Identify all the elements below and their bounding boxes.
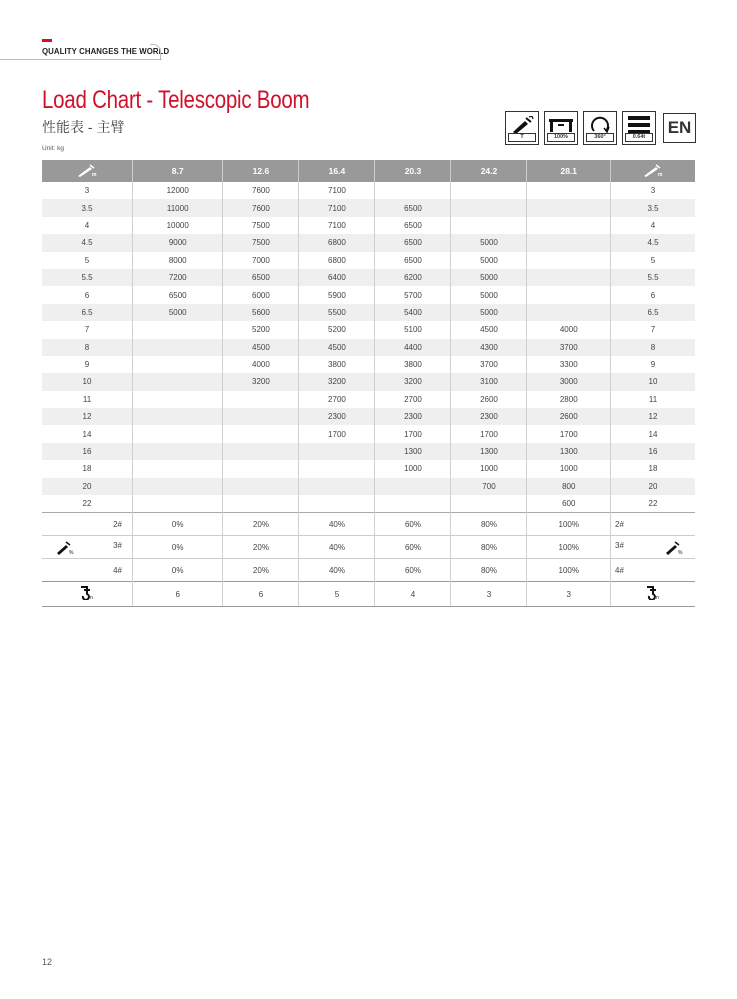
load-cell: 4500 (451, 321, 527, 338)
table-row (42, 234, 695, 251)
load-cell: 1300 (527, 443, 611, 460)
radius-cell: 11 (42, 391, 133, 408)
load-cell (527, 304, 611, 321)
load-cell (133, 391, 223, 408)
load-cell: 1700 (451, 425, 527, 442)
table-row (42, 269, 695, 286)
brand-underline (0, 59, 162, 60)
radius-cell: 3 (650, 186, 656, 196)
table-row (42, 443, 695, 460)
radius-cell: 5.5 (611, 269, 696, 286)
load-cell (223, 443, 299, 460)
svg-text:m: m (92, 172, 97, 177)
load-cell (133, 443, 223, 460)
extension-cell: 100% (527, 513, 611, 536)
radius-cell: 18 (42, 460, 133, 477)
table-row (42, 425, 695, 442)
table-row (42, 478, 695, 495)
load-cell: 1700 (375, 425, 451, 442)
boom-length-header: 16.4 (299, 160, 375, 182)
table-row (42, 199, 695, 216)
rotation-icon: 360° (583, 111, 617, 145)
section-label: 4# (42, 559, 133, 582)
boom-length-icon (611, 160, 696, 182)
reeving-cell: 6 (223, 582, 299, 607)
load-cell (527, 182, 611, 199)
load-cell: 800 (527, 478, 611, 495)
load-cell: 9000 (133, 234, 223, 251)
load-cell (527, 269, 611, 286)
load-cell: 7100 (299, 199, 375, 216)
load-cell: 1300 (451, 443, 527, 460)
load-cell: 2300 (375, 408, 451, 425)
load-cell: 1000 (375, 460, 451, 477)
extension-cell: 20% (223, 536, 299, 559)
load-cell: 6400 (299, 269, 375, 286)
load-cell: 7100 (299, 217, 375, 234)
load-cell: 2700 (375, 391, 451, 408)
load-cell: 12000 (133, 182, 223, 199)
load-cell (299, 443, 375, 460)
load-cell: 6500 (375, 217, 451, 234)
extension-cell: 40% (299, 559, 375, 582)
reeving-cell: 4 (375, 582, 451, 607)
brand-underline-curve (150, 44, 161, 60)
hook-icon (42, 582, 133, 607)
load-cell: 7500 (223, 217, 299, 234)
load-cell (375, 478, 451, 495)
load-cell: 6800 (299, 234, 375, 251)
radius-cell: 3.5 (42, 199, 133, 216)
radius-cell: 4 (42, 217, 133, 234)
boom-length-icon (42, 160, 133, 182)
load-cell (223, 478, 299, 495)
radius-cell: 6 (650, 290, 656, 300)
table-row (42, 391, 695, 408)
load-cell (133, 408, 223, 425)
load-cell: 4500 (223, 339, 299, 356)
radius-cell: 3.5 (611, 199, 696, 216)
load-cell (299, 460, 375, 477)
radius-cell: 6.5 (611, 304, 696, 321)
load-cell: 5000 (451, 286, 527, 303)
load-cell: 3200 (299, 373, 375, 390)
radius-cell: 18 (648, 464, 658, 474)
condition-icons (505, 111, 696, 145)
load-cell: 2300 (299, 408, 375, 425)
load-cell: 3000 (527, 373, 611, 390)
load-cell: 7000 (223, 252, 299, 269)
load-cell: 8000 (133, 252, 223, 269)
radius-cell: 20 (42, 478, 133, 495)
extension-cell: 40% (299, 536, 375, 559)
radius-cell: 22 (42, 495, 133, 513)
counterweight-icon: 0.64t (622, 111, 656, 145)
load-cell: 6500 (375, 252, 451, 269)
radius-cell: 3 (42, 182, 133, 199)
svg-text:m: m (658, 172, 663, 177)
load-cell: 6500 (375, 199, 451, 216)
load-cell: 10000 (133, 217, 223, 234)
radius-cell: 12 (611, 408, 696, 425)
load-cell (223, 391, 299, 408)
load-cell: 1700 (299, 425, 375, 442)
radius-cell: 7 (650, 325, 656, 335)
load-cell (451, 199, 527, 216)
radius-cell: 10 (42, 373, 133, 390)
load-cell: 1700 (527, 425, 611, 442)
load-cell: 6500 (133, 286, 223, 303)
table-row (42, 182, 695, 199)
svg-text:%: % (69, 550, 74, 556)
section-label: 2# (611, 513, 696, 536)
load-chart-table (42, 160, 695, 607)
svg-text:%: % (678, 550, 683, 556)
load-cell (527, 252, 611, 269)
load-cell (299, 478, 375, 495)
outrigger-span-icon: 100% (544, 111, 578, 145)
load-cell: 5000 (133, 304, 223, 321)
radius-cell: 6.5 (42, 304, 133, 321)
boom-length-header: 28.1 (527, 160, 611, 182)
load-cell: 7100 (299, 182, 375, 199)
radius-cell: 8 (611, 339, 696, 356)
load-cell (133, 460, 223, 477)
load-cell (527, 217, 611, 234)
reeving-cell: 6 (133, 582, 223, 607)
load-cell: 6500 (375, 234, 451, 251)
reeving-row (42, 582, 695, 607)
load-cell (223, 408, 299, 425)
radius-cell: 22 (648, 499, 658, 509)
radius-cell: 9 (42, 356, 133, 373)
load-cell: 5900 (299, 286, 375, 303)
load-cell (133, 495, 223, 513)
table-row (42, 217, 695, 234)
boom-length-header: 20.3 (375, 160, 451, 182)
table-row (42, 373, 695, 390)
load-cell: 5400 (375, 304, 451, 321)
load-cell: 5000 (451, 234, 527, 251)
load-cell (133, 339, 223, 356)
load-cell (451, 182, 527, 199)
extension-row (42, 513, 695, 536)
brand-slogan: QUALITY CHANGES THE WORLD (42, 46, 170, 56)
radius-cell: 9 (650, 360, 656, 370)
extension-cell: 80% (451, 536, 527, 559)
radius-cell: 7 (42, 321, 133, 338)
extension-cell: 0% (133, 559, 223, 582)
extension-cell: 0% (133, 513, 223, 536)
telescoping-icon (665, 539, 683, 555)
load-cell: 2800 (527, 391, 611, 408)
load-cell: 7200 (133, 269, 223, 286)
table-row (42, 339, 695, 356)
brand-accent-bar (42, 39, 52, 42)
table-row (42, 321, 695, 338)
radius-cell: 4 (650, 220, 656, 230)
load-cell: 5000 (451, 269, 527, 286)
load-cell: 3100 (451, 373, 527, 390)
load-cell: 6800 (299, 252, 375, 269)
load-cell: 3800 (299, 356, 375, 373)
reeving-cell: 3 (527, 582, 611, 607)
load-cell (527, 286, 611, 303)
load-cell: 2600 (451, 391, 527, 408)
load-cell (133, 321, 223, 338)
extension-row (42, 559, 695, 582)
load-cell: 1300 (375, 443, 451, 460)
page-subtitle: 性能表 - 主臂 (42, 119, 125, 135)
table-row (42, 408, 695, 425)
page-title: Load Chart - Telescopic Boom (42, 86, 310, 114)
telescoping-icon (56, 539, 74, 555)
load-cell: 4500 (299, 339, 375, 356)
table-row (42, 252, 695, 269)
boom-length-header: 24.2 (451, 160, 527, 182)
hook-icon (611, 582, 696, 607)
load-cell: 6200 (375, 269, 451, 286)
extension-cell: 100% (527, 536, 611, 559)
load-cell (223, 495, 299, 513)
load-cell: 5600 (223, 304, 299, 321)
extension-cell: 20% (223, 513, 299, 536)
unit-label: Unit: kg (42, 145, 65, 152)
extension-cell: 60% (375, 559, 451, 582)
section-label: 2# (42, 513, 133, 536)
extension-cell: 60% (375, 536, 451, 559)
load-cell (451, 495, 527, 513)
load-cell: 4000 (527, 321, 611, 338)
load-cell: 11000 (133, 199, 223, 216)
extension-cell: 0% (133, 536, 223, 559)
radius-cell: 4.5 (611, 234, 696, 251)
svg-text:n: n (90, 595, 93, 601)
load-cell: 2600 (527, 408, 611, 425)
radius-cell: 14 (42, 425, 133, 442)
load-cell (299, 495, 375, 513)
load-cell: 3700 (527, 339, 611, 356)
load-cell: 600 (527, 495, 611, 513)
load-cell (527, 199, 611, 216)
load-cell: 5000 (451, 304, 527, 321)
load-cell: 1000 (451, 460, 527, 477)
table-row (42, 495, 695, 513)
load-cell: 4000 (223, 356, 299, 373)
load-cell (223, 425, 299, 442)
radius-cell: 8 (42, 339, 133, 356)
load-cell: 3300 (527, 356, 611, 373)
extension-cell: 60% (375, 513, 451, 536)
table-row (42, 460, 695, 477)
extension-cell: 20% (223, 559, 299, 582)
svg-text:n: n (656, 595, 659, 601)
section-label: 3# (615, 541, 624, 551)
load-cell: 7600 (223, 182, 299, 199)
table-row (42, 286, 695, 303)
radius-cell: 5 (650, 255, 656, 265)
load-cell: 5500 (299, 304, 375, 321)
load-cell: 3700 (451, 356, 527, 373)
load-cell: 6500 (223, 269, 299, 286)
outrigger-icon: T (505, 111, 539, 145)
extension-cell: 80% (451, 559, 527, 582)
extension-cell: 100% (527, 559, 611, 582)
load-cell: 5000 (451, 252, 527, 269)
language-badge: EN (663, 113, 696, 143)
radius-cell: 14 (648, 429, 658, 439)
radius-cell: 16 (42, 443, 133, 460)
section-label: 3# (113, 541, 122, 551)
reeving-cell: 3 (451, 582, 527, 607)
load-cell: 5200 (223, 321, 299, 338)
table-row (42, 356, 695, 373)
load-cell (451, 217, 527, 234)
radius-cell: 6 (42, 286, 133, 303)
radius-cell: 20 (611, 478, 696, 495)
radius-cell: 5 (42, 252, 133, 269)
load-cell: 2700 (299, 391, 375, 408)
table-header-row (42, 160, 695, 182)
load-cell: 7500 (223, 234, 299, 251)
radius-cell: 4.5 (42, 234, 133, 251)
load-cell (133, 478, 223, 495)
load-cell (223, 460, 299, 477)
radius-cell: 11 (648, 394, 658, 404)
load-cell: 5200 (299, 321, 375, 338)
load-cell: 3200 (375, 373, 451, 390)
extension-cell: 80% (451, 513, 527, 536)
load-cell: 2300 (451, 408, 527, 425)
page-number: 12 (42, 957, 53, 967)
load-cell: 4400 (375, 339, 451, 356)
load-cell: 7600 (223, 199, 299, 216)
load-cell (133, 373, 223, 390)
load-cell: 1000 (527, 460, 611, 477)
load-cell (133, 356, 223, 373)
load-cell (375, 182, 451, 199)
table-row (42, 304, 695, 321)
section-label: 4# (611, 559, 696, 582)
reeving-cell: 5 (299, 582, 375, 607)
radius-cell: 16 (611, 443, 696, 460)
extension-cell: 40% (299, 513, 375, 536)
load-cell (527, 234, 611, 251)
load-cell: 6000 (223, 286, 299, 303)
radius-cell: 5.5 (42, 269, 133, 286)
extension-row (42, 536, 695, 559)
load-cell (375, 495, 451, 513)
radius-cell: 12 (42, 408, 133, 425)
radius-cell: 10 (611, 373, 696, 390)
load-cell: 3800 (375, 356, 451, 373)
load-cell: 700 (451, 478, 527, 495)
load-cell (133, 425, 223, 442)
load-cell: 3200 (223, 373, 299, 390)
load-cell: 5100 (375, 321, 451, 338)
boom-length-header: 8.7 (133, 160, 223, 182)
load-cell: 4300 (451, 339, 527, 356)
boom-length-header: 12.6 (223, 160, 299, 182)
load-cell: 5700 (375, 286, 451, 303)
